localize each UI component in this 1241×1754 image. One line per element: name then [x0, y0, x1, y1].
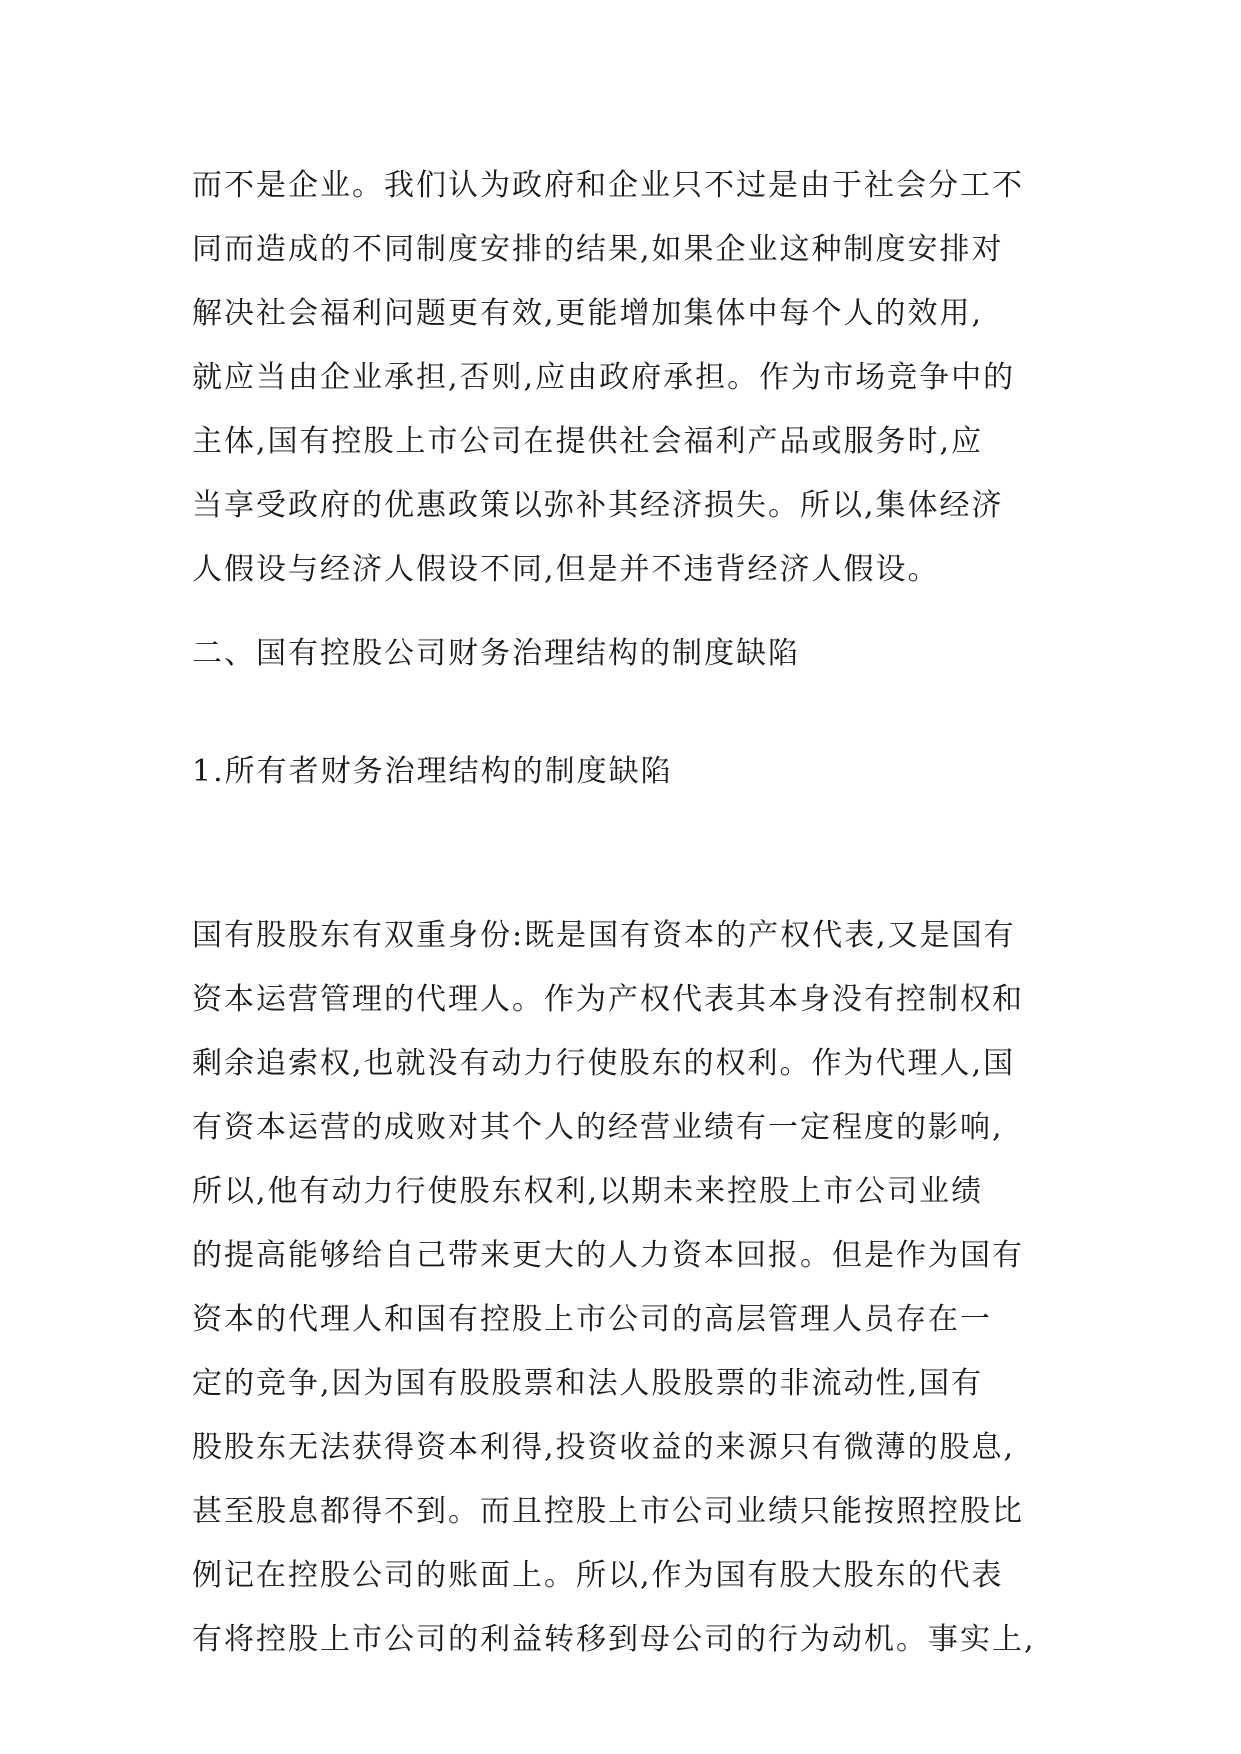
text-line: 同而造成的不同制度安排的结果,如果企业这种制度安排对: [192, 232, 1004, 267]
text-line: 人假设与经济人假设不同,但是并不违背经济人假设。: [192, 552, 940, 587]
text-line: 就应当由企业承担,否则,应由政府承担。作为市场竞争中的: [192, 360, 1016, 395]
body-paragraph-2: [192, 904, 1052, 1672]
text-line: 甚至股息都得不到。而且控股上市公司业绩只能按照控股比: [192, 1494, 1024, 1529]
section-heading-text: 二、国有控股公司财务治理结构的制度缺陷: [192, 636, 800, 671]
text-line: 有资本运营的成败对其个人的经营业绩有一定程度的影响,: [192, 1110, 1004, 1145]
text-line: 有将控股上市公司的利益转移到母公司的行为动机。事实上,: [192, 1622, 1036, 1657]
text-line: 解决社会福利问题更有效,更能增加集体中每个人的效用,: [192, 296, 984, 331]
body-paragraph-1: [192, 154, 1052, 602]
text-line: 当享受政府的优惠政策以弥补其经济损失。所以,集体经济: [192, 488, 1004, 523]
text-line: 的提高能够给自己带来更大的人力资本回报。但是作为国有: [192, 1238, 1024, 1273]
text-line: 定的竞争,因为国有股股票和法人股股票的非流动性,国有: [192, 1366, 984, 1401]
text-line: 所以,他有动力行使股东权利,以期未来控股上市公司业绩: [192, 1174, 984, 1209]
text-line: 股股东无法获得资本利得,投资收益的来源只有微薄的股息,: [192, 1430, 1016, 1465]
text-line: 资本运营管理的代理人。作为产权代表其本身没有控制权和: [192, 982, 1024, 1017]
text-line: 主体,国有控股上市公司在提供社会福利产品或服务时,应: [192, 424, 984, 459]
text-line: 剩余追索权,也就没有动力行使股东的权利。作为代理人,国: [192, 1046, 1016, 1081]
text-line: 而不是企业。我们认为政府和企业只不过是由于社会分工不: [192, 168, 1024, 203]
text-line: 资本的代理人和国有控股上市公司的高层管理人员存在一: [192, 1302, 992, 1337]
subsection-heading: [192, 740, 1052, 804]
section-heading: [192, 622, 1052, 686]
text-line: 国有股股东有双重身份:既是国有资本的产权代表,又是国有: [192, 918, 1016, 953]
text-line: 例记在控股公司的账面上。所以,作为国有股大股东的代表: [192, 1558, 1004, 1593]
subsection-heading-text: 1.所有者财务治理结构的制度缺陷: [192, 754, 673, 789]
